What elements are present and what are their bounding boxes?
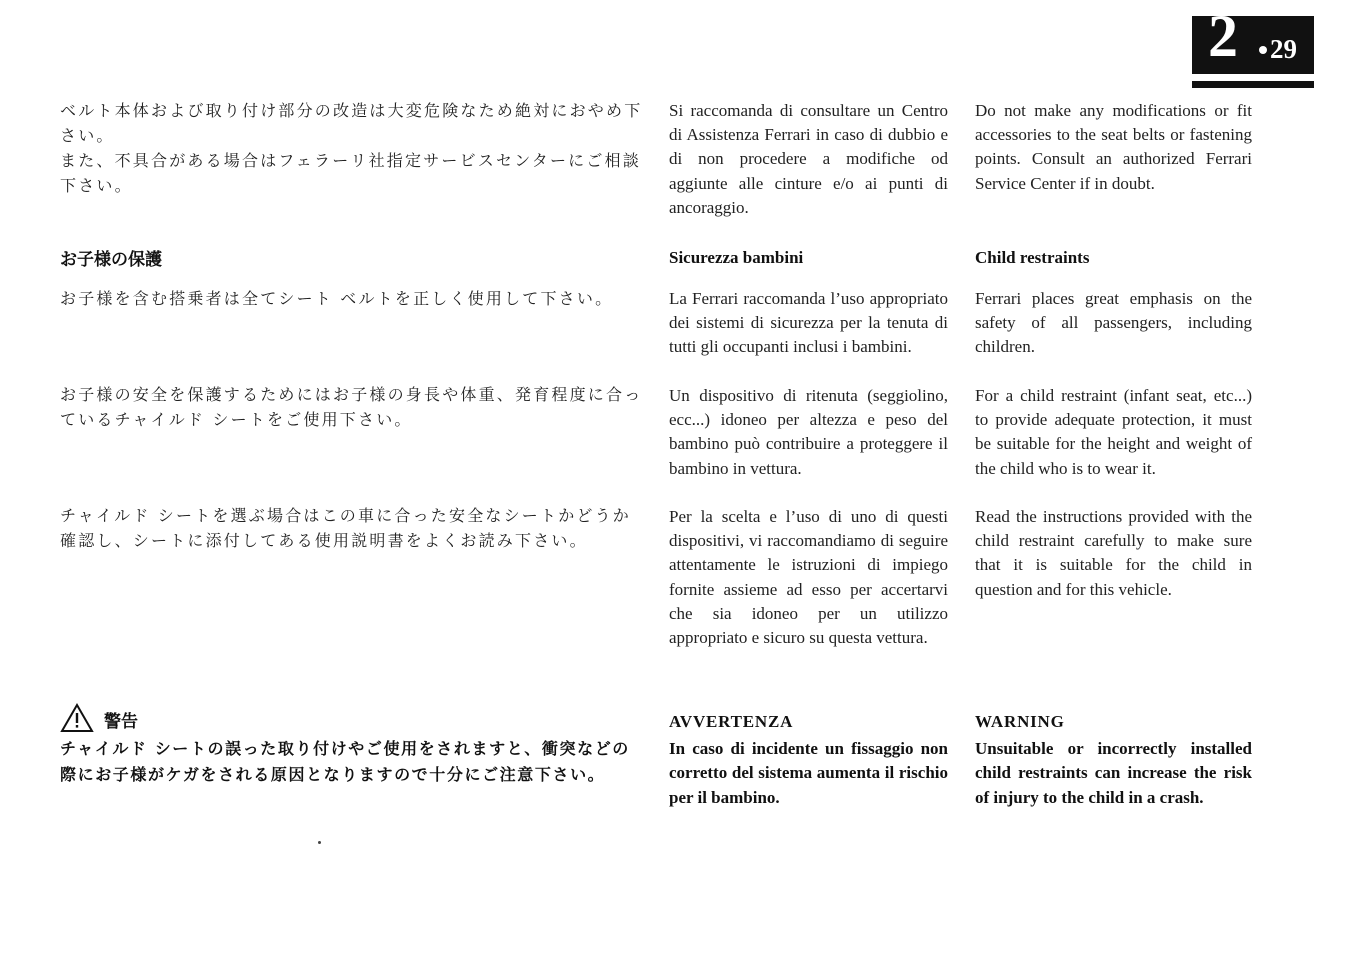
en-warning-heading: WARNING <box>975 712 1065 731</box>
it-para1: La Ferrari raccomanda l’uso appropriato dei sistemi di sicurezza per la tenuta di tutti gli occupanti inclusi i bambini. <box>669 289 948 357</box>
it-para2: Un dispositivo di ritenuta (seggiolino, ecc...) idoneo per altezza e peso del bambino può contribuire a proteggere il bambino in vettura. <box>669 386 948 478</box>
en-intro: Do not make any modifications or fit accessories to the seat belts or fastening points. Consult an authorized Ferrari Service Center if in doubt. <box>975 101 1252 193</box>
page-number-badge <box>1192 3 1314 74</box>
jp-child-heading: お子様の保護 <box>60 250 162 270</box>
jp-para3: チャイルド シートを選ぶ場合はこの車に合った安全なシートかどうか確認し、シートに添付してある使用説明書をよくお読み下さい。 <box>60 506 632 550</box>
jp-warning-text: チャイルド シートの誤った取り付けやご使用をされますと、衝突などの際にお子様がケガをされる原因となりますので十分にご注意下さい。 <box>60 739 630 784</box>
badge-underline <box>1192 81 1314 88</box>
jp-para1: お子様を含む搭乗者は全てシート ベルトを正しく使用して下さい。 <box>60 289 614 308</box>
it-intro: Si raccomanda di consultare un Centro di Assistenza Ferrari in caso di dubbio e di non procedere a modifiche od aggiunte alle cinture e/o ai punti di ancoraggio. <box>669 101 948 217</box>
page-number: 29 <box>1270 34 1297 64</box>
it-warning-heading: AVVERTENZA <box>669 712 794 731</box>
chapter-number: 2 <box>1208 3 1238 69</box>
en-para1: Ferrari places great emphasis on the safety of all passengers, including children. <box>975 289 1252 357</box>
en-para2: For a child restraint (infant seat, etc...) to provide adequate protection, it must be suitable for the height and weight of the child who is to wear it. <box>975 386 1252 478</box>
it-warning-text: In caso di incidente un fissaggio non corretto del sistema aumenta il rischio per il bambino. <box>669 739 948 807</box>
en-para3: Read the instructions provided with the child restraint carefully to make sure that it is suitable for the child in question and for this vehicle. <box>975 507 1252 599</box>
jp-warning-heading: 警告 <box>104 712 138 732</box>
badge-dot <box>1259 46 1267 54</box>
it-para3: Per la scelta e l’uso di uno di questi dispositivi, vi raccomandiamo di seguire attentamente le istruzioni di impiego fornite assieme ad esso per accertarvi che sia idoneo per un utilizzo appropriato e sicuro su questa vettura. <box>669 507 948 648</box>
jp-intro: ベルト本体および取り付け部分の改造は大変危険なため絶対におやめ下さい。 また、不具合がある場合はフェラーリ社指定サービスセンターにご相談下さい。 <box>60 101 643 195</box>
jp-para2: お子様の安全を保護するためにはお子様の身長や体重、発育程度に合っているチャイルド シートをご使用下さい。 <box>60 385 643 429</box>
warning-triangle-icon <box>60 703 94 733</box>
stray-mark <box>318 841 321 844</box>
en-warning-text: Unsuitable or incorrectly installed child restraints can increase the risk of injury to the child in a crash. <box>975 739 1252 807</box>
it-child-heading: Sicurezza bambini <box>669 248 804 267</box>
en-child-heading: Child restraints <box>975 248 1090 267</box>
